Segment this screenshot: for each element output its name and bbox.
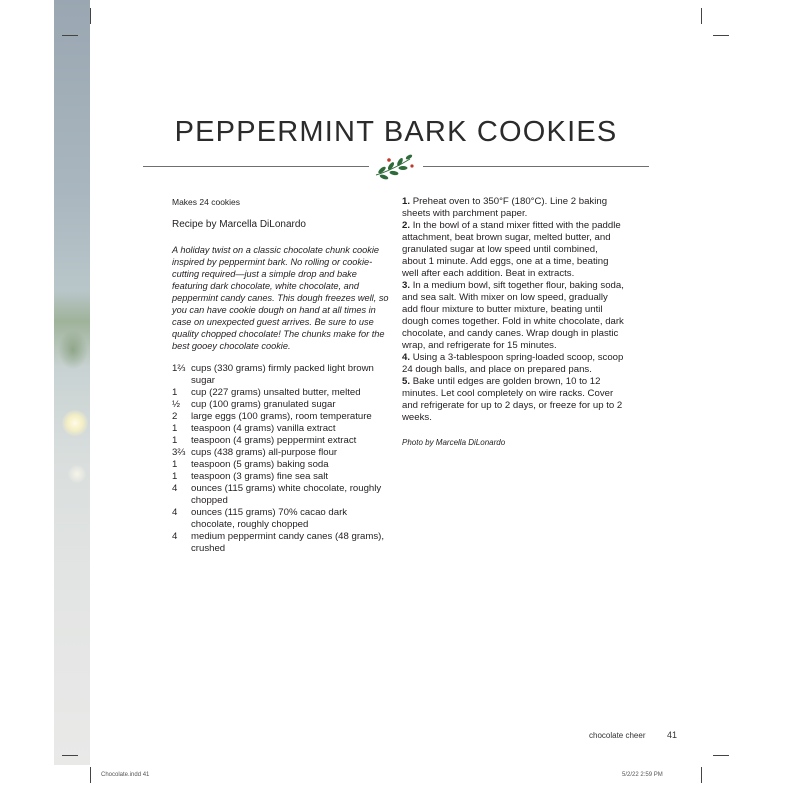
photo-credit: Photo by Marcella DiLonardo xyxy=(402,438,506,447)
ingredient-item xyxy=(172,435,390,447)
ingredient-text: cups (438 grams) all-purpose flour xyxy=(191,447,338,458)
step-text: Using a 3-tablespoon spring-loaded scoop, scoop 24 dough balls, and place on prepared pans. xyxy=(402,352,624,375)
ingredient-text: teaspoon (4 grams) vanilla extract xyxy=(191,423,336,434)
ingredient-item xyxy=(172,483,390,507)
slug-timestamp: 5/2/22 2:59 PM xyxy=(622,772,663,778)
method-steps xyxy=(402,196,624,424)
step-number: 3. xyxy=(402,280,411,291)
holly-leaf-icon xyxy=(372,153,416,181)
crop-mark xyxy=(90,767,91,783)
ingredient-item xyxy=(172,531,390,555)
ingredient-qty: 1 xyxy=(172,435,178,446)
ingredient-text: teaspoon (5 grams) baking soda xyxy=(191,459,329,470)
crop-mark xyxy=(62,755,78,756)
step-number: 2. xyxy=(402,220,411,231)
method-step xyxy=(402,196,624,220)
ingredient-list xyxy=(172,363,390,555)
crop-mark xyxy=(701,767,702,783)
bokeh-light-small xyxy=(68,465,86,483)
step-number: 4. xyxy=(402,352,411,363)
ingredient-text: teaspoon (3 grams) fine sea salt xyxy=(191,471,329,482)
method-step xyxy=(402,280,624,352)
ingredient-item xyxy=(172,363,390,387)
footer-section-name: chocolate cheer xyxy=(589,731,646,740)
ingredient-text: ounces (115 grams) white chocolate, roughly chopped xyxy=(191,483,382,506)
recipe-byline: Recipe by Marcella DiLonardo xyxy=(172,219,306,230)
recipe-intro: A holiday twist on a classic chocolate chunk cookie inspired by peppermint bark. No rolling or cookie-cutting required—just a simple drop and bake featuring dark chocolate, white chocolate, and peppermint candy canes. This dough freezes well, so you can have cookie dough on hand at all times in case on unexpected guest arrives. Be sure to use quality chopped chocolate! The chunks make for the best gooey chocolate cookie. xyxy=(172,245,389,351)
title-rule-right xyxy=(423,166,649,167)
crop-mark xyxy=(713,35,729,36)
recipe-right-column xyxy=(402,196,624,449)
ingredient-text: large eggs (100 grams), room temperature xyxy=(191,411,372,422)
ingredient-qty: 1⅔ xyxy=(172,363,186,374)
greenery-blur xyxy=(58,330,88,370)
ingredient-text: cup (227 grams) unsalted butter, melted xyxy=(191,387,361,398)
background-photo-strip xyxy=(54,0,90,765)
method-step xyxy=(402,376,624,424)
ingredient-item xyxy=(172,507,390,531)
recipe-yield: Makes 24 cookies xyxy=(172,197,241,207)
title-rule-left xyxy=(143,166,369,167)
recipe-left-column xyxy=(172,196,390,555)
step-text: In the bowl of a stand mixer fitted with the paddle attachment, beat brown sugar, melted butter, and granulated sugar at low speed until combined, about 1 minute. Add eggs, one at a time, beating well after each addition. Beat in extracts. xyxy=(402,220,621,279)
ingredient-item xyxy=(172,411,390,423)
ingredient-qty: 1 xyxy=(172,471,178,482)
ingredient-item xyxy=(172,447,390,459)
ingredient-text: medium peppermint candy canes (48 grams), crushed xyxy=(191,531,385,554)
step-number: 1. xyxy=(402,196,411,207)
crop-mark xyxy=(713,755,729,756)
ingredient-text: cup (100 grams) granulated sugar xyxy=(191,399,336,410)
ingredient-qty: 2 xyxy=(172,411,178,422)
crop-mark xyxy=(701,8,702,24)
recipe-title: PEPPERMINT BARK COOKIES xyxy=(174,116,618,148)
ingredient-item xyxy=(172,399,390,411)
ingredient-qty: ½ xyxy=(172,399,181,410)
crop-mark xyxy=(62,35,78,36)
step-number: 5. xyxy=(402,376,411,387)
ingredient-item xyxy=(172,387,390,399)
ingredient-qty: 1 xyxy=(172,423,178,434)
ingredient-qty: 1 xyxy=(172,459,178,470)
ingredient-qty: 4 xyxy=(172,507,178,518)
crop-mark xyxy=(90,8,91,24)
bokeh-light xyxy=(62,410,88,436)
footer-page-number: 41 xyxy=(667,730,678,740)
step-text: Preheat oven to 350°F (180°C). Line 2 baking sheets with parchment paper. xyxy=(402,196,608,219)
ingredient-qty: 3⅔ xyxy=(172,447,186,458)
ingredient-item xyxy=(172,471,390,483)
method-step xyxy=(402,352,624,376)
method-step xyxy=(402,220,624,280)
ingredient-qty: 1 xyxy=(172,387,178,398)
ingredient-text: ounces (115 grams) 70% cacao dark chocolate, roughly chopped xyxy=(191,507,348,530)
ingredient-item xyxy=(172,459,390,471)
ingredient-text: teaspoon (4 grams) peppermint extract xyxy=(191,435,357,446)
ingredient-qty: 4 xyxy=(172,531,178,542)
ingredient-item xyxy=(172,423,390,435)
ingredient-qty: 4 xyxy=(172,483,178,494)
slug-filename: Chocolate.indd 41 xyxy=(101,772,150,778)
step-text: Bake until edges are golden brown, 10 to 12 minutes. Let cool completely on wire racks. Cover and refrigerate for up to 2 days, or freeze for up to 2 weeks. xyxy=(402,376,623,423)
step-text: In a medium bowl, sift together flour, baking soda, and sea salt. With mixer on low speed, gradually add flour mixture to butter mixture, beating until dough comes together. Fold in white chocolate, dark chocolate, and candy canes. Wrap dough in plastic wrap, and refrigerate for 15 minutes. xyxy=(402,280,624,351)
ingredient-text: cups (330 grams) firmly packed light brown sugar xyxy=(191,363,374,386)
